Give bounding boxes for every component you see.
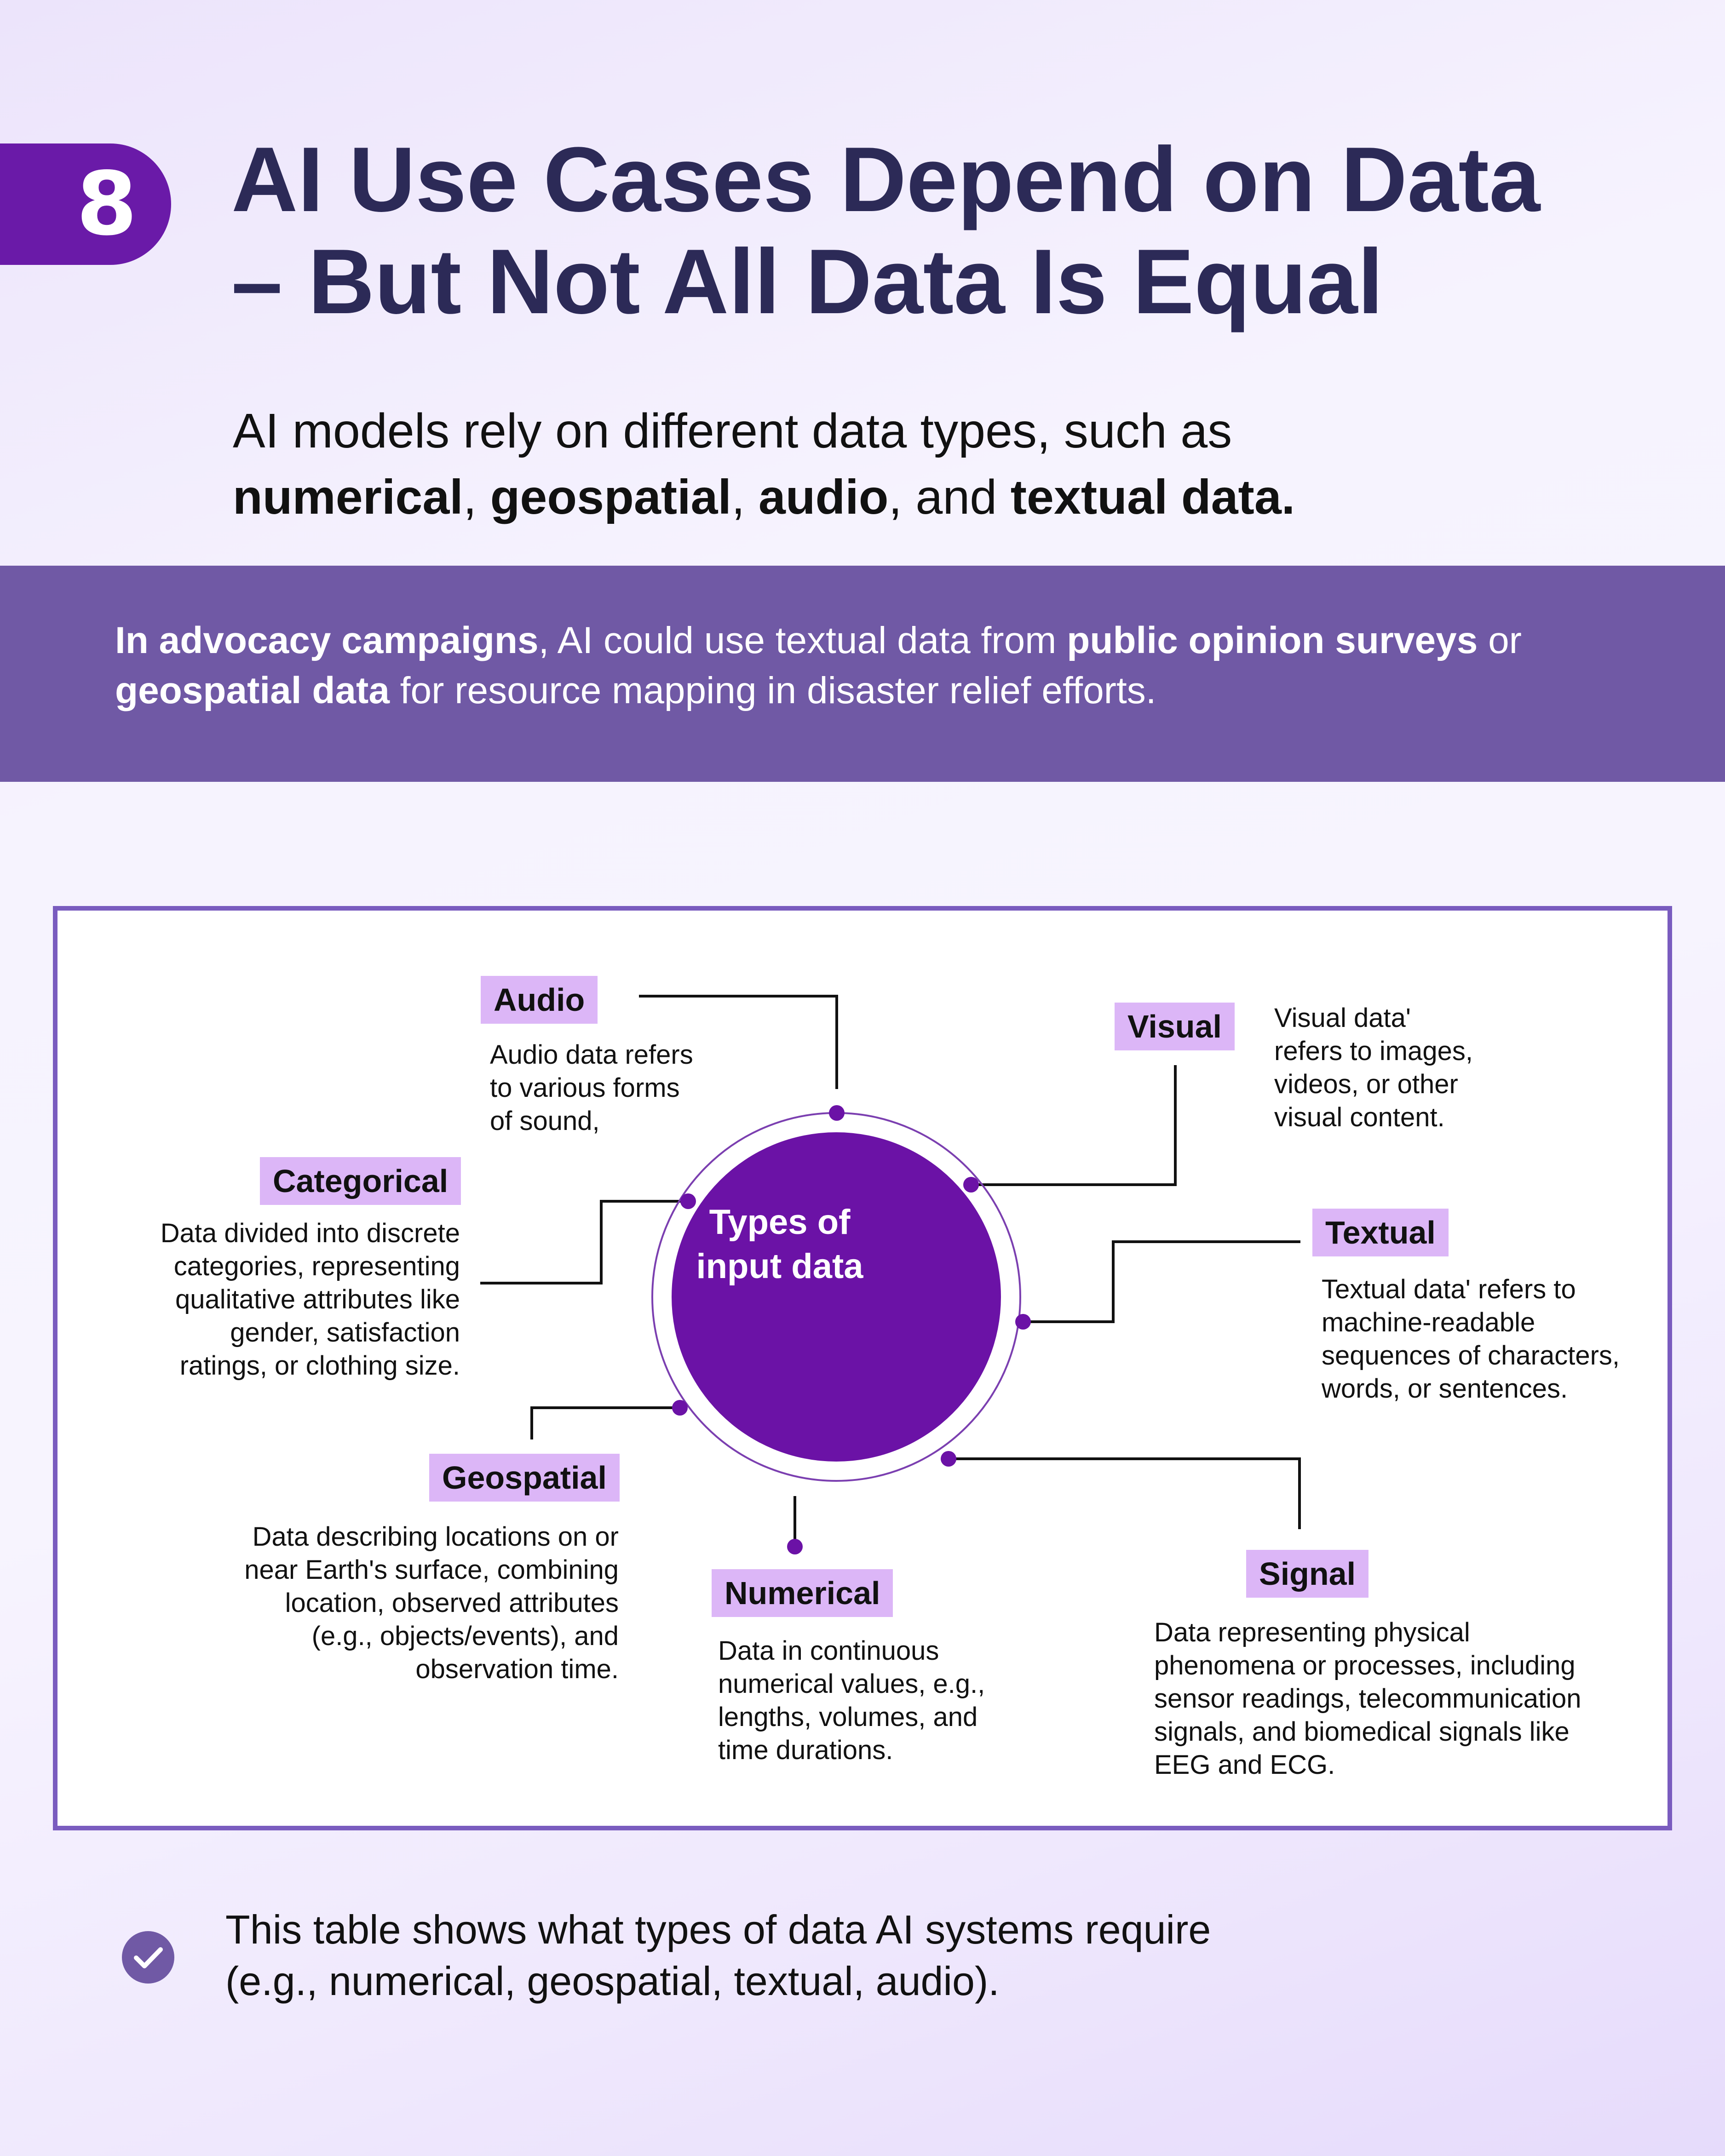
- banner-text-3: for resource mapping in disaster relief efforts.: [389, 670, 1156, 711]
- desc-audio-line: Audio data refers: [490, 1040, 693, 1070]
- desc-categorical: [104, 1217, 460, 1382]
- connector-textual: [1023, 1242, 1300, 1322]
- tag-visual: Visual: [1115, 1003, 1235, 1050]
- tag-geospatial: Geospatial: [429, 1454, 620, 1502]
- desc-signal-line: sensor readings, telecommunication: [1154, 1684, 1581, 1714]
- desc-visual-line: visual content.: [1274, 1102, 1445, 1132]
- tag-audio: Audio: [481, 976, 598, 1024]
- check-circle-icon: [121, 1930, 175, 1984]
- page-title: [231, 129, 1680, 333]
- tag-categorical: Categorical: [260, 1157, 461, 1205]
- desc-categorical-line: ratings, or clothing size.: [179, 1351, 460, 1381]
- desc-textual: [1322, 1273, 1653, 1405]
- desc-geospatial-line: near Earth's surface, combining: [244, 1555, 619, 1585]
- desc-numerical: [718, 1634, 1031, 1767]
- desc-signal-line: Data representing physical: [1154, 1617, 1470, 1647]
- page-title-line-2: – But Not All Data Is Equal: [231, 230, 1384, 333]
- desc-numerical-line: time durations.: [718, 1735, 893, 1765]
- connector-visual: [971, 1065, 1175, 1185]
- desc-geospatial: [177, 1520, 619, 1686]
- desc-numerical-line: lengths, volumes, and: [718, 1702, 978, 1732]
- connector-geospatial: [532, 1408, 680, 1439]
- footer-line-1: This table shows what types of data AI systems require: [225, 1907, 1211, 1952]
- desc-numerical-line: Data in continuous: [718, 1636, 939, 1666]
- intro-sep-3: , and: [888, 470, 1011, 524]
- desc-geospatial-line: (e.g., objects/events), and: [311, 1621, 619, 1651]
- tag-textual: Textual: [1312, 1209, 1449, 1256]
- intro-sep-2: ,: [731, 470, 759, 524]
- desc-signal-line: EEG and ECG.: [1154, 1750, 1335, 1780]
- desc-signal: [1154, 1616, 1642, 1782]
- banner-bold-geospatial: geospatial data: [115, 670, 390, 711]
- tag-signal: Signal: [1246, 1550, 1368, 1598]
- banner-bold-surveys: public opinion surveys: [1067, 619, 1478, 661]
- desc-visual-line: videos, or other: [1274, 1069, 1458, 1099]
- intro-term-audio: audio: [758, 470, 889, 524]
- dot-textual: [1015, 1314, 1031, 1330]
- example-banner-text: [115, 615, 1633, 716]
- desc-categorical-line: qualitative attributes like: [175, 1284, 460, 1314]
- desc-visual: [1274, 1002, 1596, 1134]
- section-number: 8: [76, 153, 138, 255]
- desc-audio-line: to various forms: [490, 1073, 680, 1103]
- desc-categorical-line: gender, satisfaction: [230, 1318, 460, 1348]
- center-label: [656, 1200, 904, 1289]
- desc-textual-line: machine-readable: [1322, 1307, 1535, 1337]
- intro-prefix: AI models rely on different data types, such as: [233, 404, 1232, 458]
- footer-note: [225, 1904, 1605, 2007]
- banner-bold-advocacy: In advocacy campaigns: [115, 619, 539, 661]
- desc-geospatial-line: location, observed attributes: [285, 1588, 619, 1618]
- intro-term-numerical: numerical: [233, 470, 463, 524]
- banner-text-1: , AI could use textual data from: [538, 619, 1067, 661]
- desc-textual-line: sequences of characters,: [1322, 1341, 1620, 1370]
- dot-geospatial: [672, 1400, 688, 1416]
- banner-text-2: or: [1478, 619, 1522, 661]
- intro-text: [233, 398, 1659, 530]
- desc-textual-line: words, or sentences.: [1322, 1374, 1568, 1404]
- data-types-diagram: [53, 906, 1672, 1830]
- center-label-line-1: Types of: [709, 1203, 851, 1242]
- desc-textual-line: Textual data' refers to: [1322, 1274, 1576, 1304]
- dot-signal: [941, 1451, 956, 1467]
- intro-term-geospatial: geospatial: [490, 470, 731, 524]
- desc-categorical-line: categories, representing: [173, 1251, 460, 1281]
- desc-signal-line: phenomena or processes, including: [1154, 1651, 1576, 1680]
- desc-numerical-line: numerical values, e.g.,: [718, 1669, 985, 1699]
- dot-visual: [963, 1177, 979, 1193]
- connector-signal: [949, 1459, 1300, 1529]
- desc-categorical-line: Data divided into discrete: [160, 1218, 460, 1248]
- dot-numerical: [787, 1539, 803, 1554]
- desc-visual-line: refers to images,: [1274, 1036, 1473, 1066]
- center-label-line-2: input data: [696, 1247, 863, 1286]
- desc-visual-line: Visual data': [1274, 1003, 1411, 1033]
- desc-audio: [490, 1038, 775, 1138]
- center-circle: [672, 1132, 1001, 1462]
- dot-audio: [829, 1105, 845, 1121]
- intro-sep-1: ,: [463, 470, 490, 524]
- page-title-line-1: AI Use Cases Depend on Data: [231, 128, 1541, 231]
- desc-audio-line: of sound,: [490, 1106, 600, 1136]
- desc-geospatial-line: Data describing locations on or: [252, 1522, 619, 1552]
- footer-line-2: (e.g., numerical, geospatial, textual, audio).: [225, 1958, 1000, 2004]
- tag-numerical: Numerical: [712, 1569, 893, 1617]
- intro-term-textual: textual data.: [1010, 470, 1295, 524]
- desc-signal-line: signals, and biomedical signals like: [1154, 1717, 1570, 1747]
- desc-geospatial-line: observation time.: [415, 1654, 619, 1684]
